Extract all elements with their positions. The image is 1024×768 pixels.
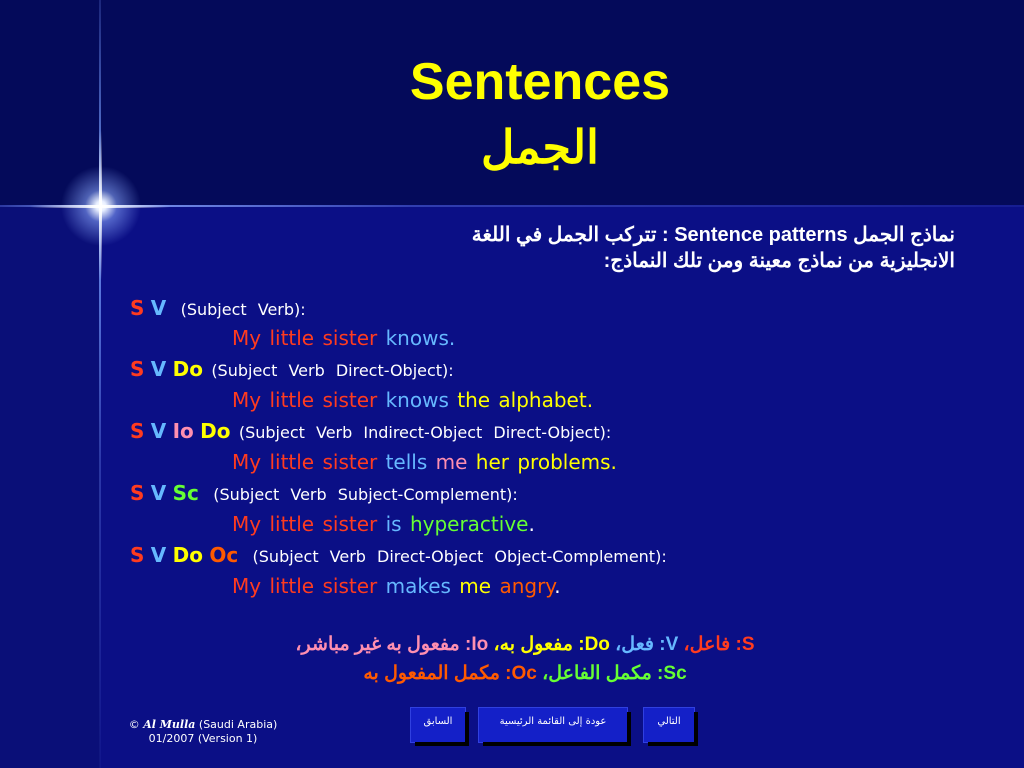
home-button-label: عودة إلى القائمة الرئيسية (499, 716, 607, 727)
pattern-part-do: Do (172, 543, 203, 567)
left-band (0, 205, 100, 768)
example-verb: is (385, 512, 402, 536)
pattern-part-s: S (130, 296, 145, 320)
brand-name: Al Mulla (143, 718, 196, 731)
intro-line-1: نماذج الجمل Sentence patterns : تتركب الجمل في اللغة (471, 224, 955, 246)
example-s-v-sc (232, 512, 535, 536)
example-verb: tells (385, 450, 428, 474)
copyright-symbol: © (128, 718, 140, 731)
pattern-part-s: S (130, 481, 145, 505)
example-indirect-object: me (435, 450, 468, 474)
legend-oc: Oc: مكمل المفعول به (363, 663, 537, 684)
pattern-s-v-io-do (130, 419, 611, 443)
footer-country: (Saudi Arabia) (198, 718, 278, 731)
example-subject-complement: hyperactive (409, 512, 529, 536)
pattern-part-do: Do (200, 419, 231, 443)
previous-button-label: السابق (423, 716, 453, 727)
legend-s: S: فاعل، (683, 634, 755, 655)
pattern-part-v: V (150, 543, 167, 567)
pattern-part-oc: Oc (209, 543, 239, 567)
footer-copyright (128, 718, 278, 746)
legend-line-2 (200, 662, 850, 685)
pattern-part-v: V (150, 296, 167, 320)
pattern-part-io: Io (172, 419, 194, 443)
pattern-part-s: S (130, 357, 145, 381)
example-s-v-do-oc (232, 574, 561, 598)
example-period: . (554, 574, 561, 598)
pattern-s-v-do (130, 357, 454, 381)
example-direct-object: the alphabet. (457, 388, 594, 412)
example-verb: makes (385, 574, 451, 598)
example-subject: My little sister (232, 326, 378, 350)
example-subject: My little sister (232, 574, 378, 598)
legend-do: Do: مفعول به، (493, 634, 610, 655)
legend-sc: Sc: مكمل الفاعل، (542, 663, 687, 684)
intro-text (200, 222, 955, 274)
pattern-description: (Subject Verb): (180, 300, 306, 319)
decorative-vertical-line (99, 0, 101, 768)
example-s-v (232, 326, 455, 350)
example-direct-object: me (459, 574, 492, 598)
previous-button[interactable] (410, 707, 466, 743)
pattern-part-v: V (150, 419, 167, 443)
footer-copyright-line-1 (128, 718, 278, 732)
slide-title: Sentences (409, 53, 671, 111)
pattern-part-sc: Sc (172, 481, 199, 505)
pattern-part-v: V (150, 357, 167, 381)
example-subject: My little sister (232, 512, 378, 536)
example-verb: knows (385, 388, 449, 412)
pattern-description: (Subject Verb Direct-Object): (211, 361, 454, 380)
example-subject: My little sister (232, 388, 378, 412)
next-button[interactable] (643, 707, 695, 743)
pattern-s-v-do-oc (130, 543, 667, 567)
next-button-label: التالي (657, 716, 681, 727)
pattern-s-v-sc (130, 481, 518, 505)
slide-title-arabic: الجمل (481, 121, 599, 173)
pattern-part-s: S (130, 543, 145, 567)
pattern-part-do: Do (172, 357, 203, 381)
pattern-part-v: V (150, 481, 167, 505)
legend-v: V: فعل، (615, 634, 679, 655)
example-subject: My little sister (232, 450, 378, 474)
example-verb: knows. (385, 326, 456, 350)
legend-io: Io: مفعول به غير مباشر، (295, 634, 489, 655)
example-object-complement: angry (499, 574, 555, 598)
example-period: . (528, 512, 535, 536)
intro-line-2: الانجليزية من نماذج معينة ومن تلك النماذج: (603, 250, 955, 272)
pattern-part-s: S (130, 419, 145, 443)
pattern-description: (Subject Verb Direct-Object Object-Complement): (252, 547, 667, 566)
home-button[interactable] (478, 707, 628, 743)
example-s-v-do (232, 388, 593, 412)
example-s-v-io-do (232, 450, 617, 474)
pattern-s-v (130, 296, 306, 320)
pattern-description: (Subject Verb Indirect-Object Direct-Object): (238, 423, 612, 442)
pattern-description: (Subject Verb Subject-Complement): (213, 485, 518, 504)
legend-line-1 (200, 633, 850, 656)
example-direct-object: her problems. (475, 450, 617, 474)
footer-version: 01/2007 (Version 1) (148, 732, 258, 745)
